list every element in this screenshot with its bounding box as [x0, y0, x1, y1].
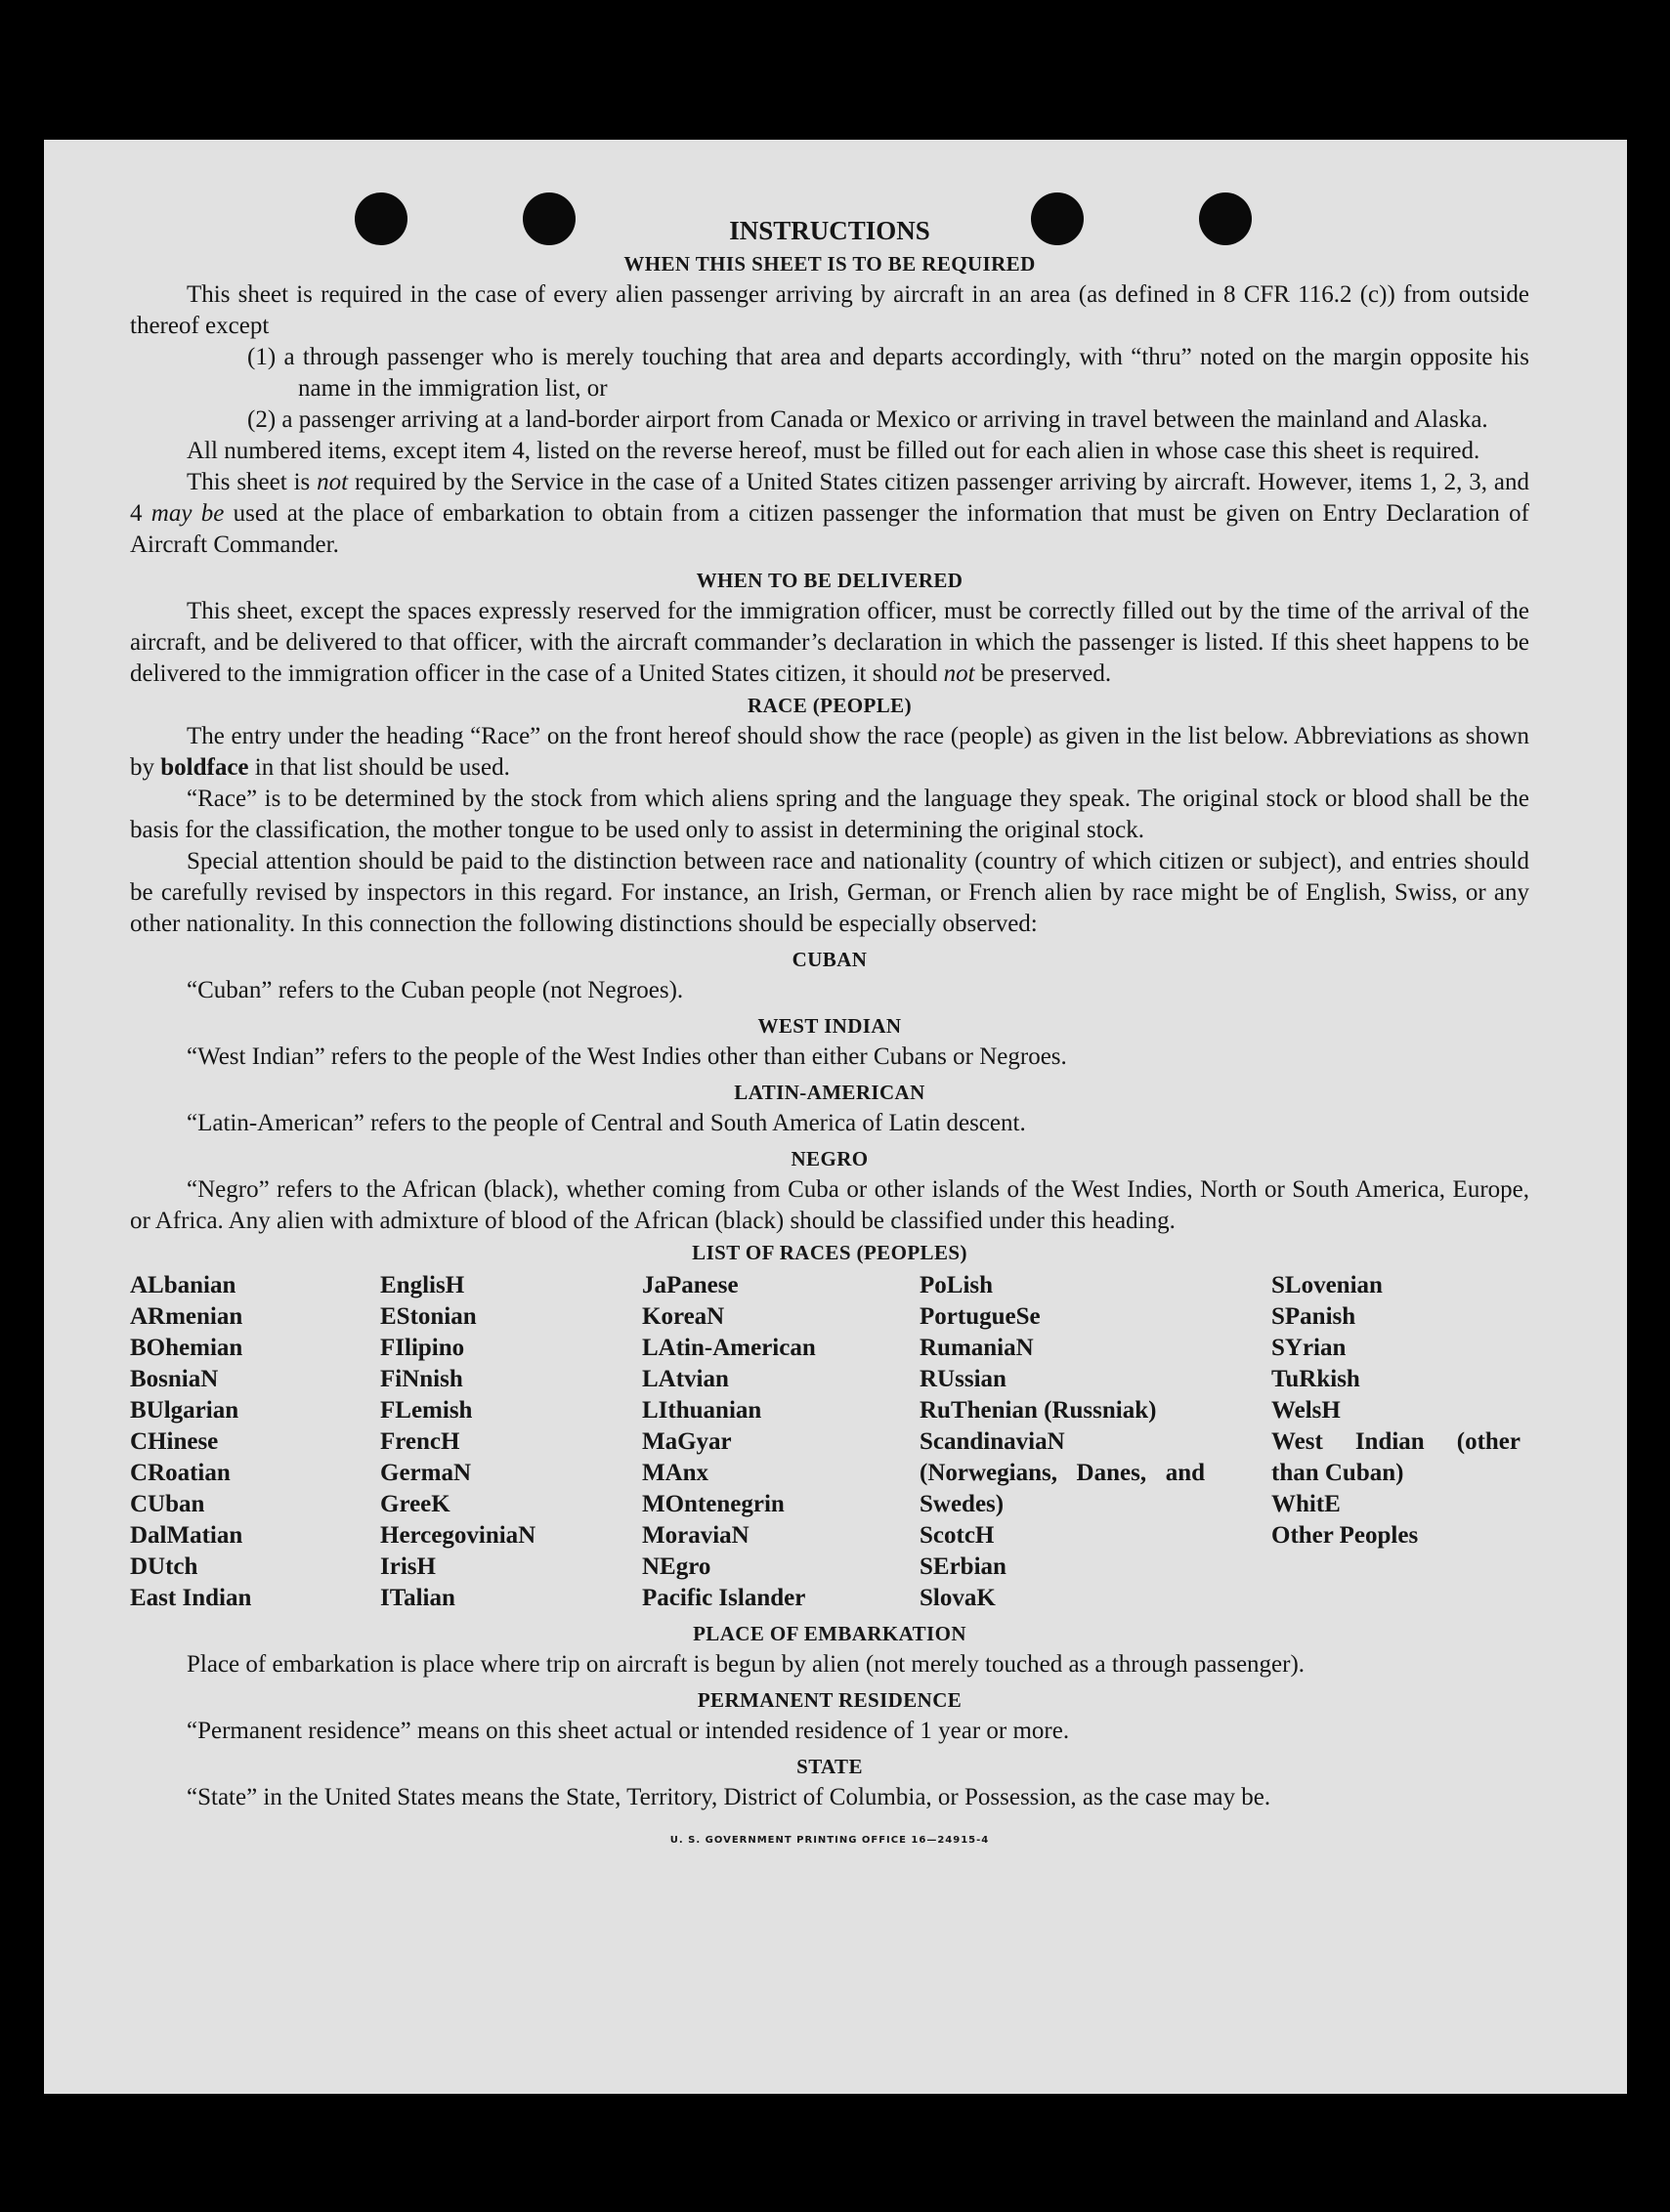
race-entry: FIlipino — [380, 1335, 465, 1361]
race-entry: CHinese — [130, 1428, 219, 1455]
race-entry: GermaN — [380, 1460, 472, 1486]
section-heading: PLACE OF EMBARKATION — [693, 1622, 966, 1645]
paragraph: This sheet, except the spaces expressly reserved for the immigration officer, must be correctly filled out by the time of the arrival of the aircraft, and be delivered to that officer, with the aircraft commander’s declaration in which the passenger is listed. If this sheet happens to be delivered to the immigration officer in the case of a United States citizen, it should not be preserved. — [130, 598, 1529, 687]
paragraph: “Negro” refers to the African (black), whether coming from Cuba or other islands of the West Indies, North or South America, Europe, or Africa. Any alien with admixture of blood of the African (black) should be classified under this heading. — [130, 1176, 1529, 1234]
race-entry: PoLish — [920, 1272, 994, 1298]
section-heading: NEGRO — [791, 1147, 869, 1170]
section-heading: RACE (PEOPLE) — [748, 694, 912, 717]
race-entry: LAtvian — [642, 1366, 729, 1392]
paragraph: Place of embarkation is place where trip on aircraft is begun by alien (not merely touched as a through passenger). — [187, 1651, 1306, 1678]
race-entry: West Indian (other than Cuban) — [1271, 1428, 1520, 1486]
race-entry: Pacific Islander — [642, 1585, 806, 1611]
race-entry: KoreaN — [642, 1303, 725, 1330]
race-entry: LIthuanian — [642, 1397, 762, 1424]
race-entry: WhitE — [1271, 1491, 1341, 1517]
race-entry: SlovaK — [920, 1585, 996, 1611]
race-entry: ScotcH — [920, 1522, 995, 1549]
section-heading: WEST INDIAN — [757, 1014, 902, 1038]
paragraph: “Race” is to be determined by the stock from which aliens spring and the language they speak. The original stock or blood shall be the basis for the classification, the mother tongue to be used only to assist in determining the original stock. — [130, 786, 1529, 843]
race-entry: SErbian — [920, 1553, 1006, 1580]
section-heading: LIST OF RACES (PEOPLES) — [692, 1241, 967, 1264]
section-heading: STATE — [796, 1755, 863, 1778]
race-column — [642, 1270, 920, 1614]
race-entry: Other Peoples — [1271, 1522, 1419, 1549]
paragraph: Special attention should be paid to the distinction between race and nationality (country of which citizen or subject), and entries should be carefully revised by inspectors in this regard. For instance, an Irish, German, or French alien by race might be of English, Swiss, or any other nationality. In this connection the following distinctions should be especially observed: — [130, 848, 1529, 937]
race-entry: SLovenian — [1271, 1272, 1383, 1298]
race-column — [1271, 1270, 1520, 1614]
race-entry: MOntenegrin — [642, 1491, 785, 1517]
race-column — [130, 1270, 380, 1614]
list-item: (1) a through passenger who is merely touching that area and departs accordingly, with “thru” noted on the margin opposite his name in the immigration list, or — [247, 344, 1529, 402]
race-entry: IrisH — [380, 1553, 436, 1580]
race-entry: MAnx — [642, 1460, 709, 1486]
race-entry: MaGyar — [642, 1428, 732, 1455]
paragraph: The entry under the heading “Race” on the front hereof should show the race (people) as given in the list below. Abbreviations as shown by boldface in that list should be used. — [130, 723, 1529, 781]
paragraph: This sheet is not required by the Service in the case of a United States citizen passenger arriving by aircraft. However, items 1, 2, 3, and 4 may be used at the place of embarkation to obtain from a citizen passenger the information that must be given on Entry Declaration of Aircraft Commander. — [130, 469, 1530, 558]
section-heading: LATIN-AMERICAN — [734, 1081, 925, 1104]
race-entry: FrencH — [380, 1428, 460, 1455]
section-heading: CUBAN — [792, 948, 868, 971]
race-entry: ScandinaviaN (Norwegians, Danes, and Swedes) — [920, 1428, 1205, 1517]
paragraph: “Permanent residence” means on this sheet actual or intended residence of 1 year or more. — [187, 1718, 1070, 1744]
section-heading: WHEN TO BE DELIVERED — [696, 569, 963, 592]
race-list — [130, 1270, 1529, 1614]
paragraph: “State” in the United States means the State, Territory, District of Columbia, or Possession, as the case may be. — [187, 1784, 1271, 1810]
race-entry: RUssian — [920, 1366, 1006, 1392]
race-entry: ALbanian — [130, 1272, 236, 1298]
race-entry: ARmenian — [130, 1303, 243, 1330]
race-entry: EnglisH — [380, 1272, 465, 1298]
printer-imprint: U. S. GOVERNMENT PRINTING OFFICE 16—24915-4 — [669, 1835, 990, 1846]
race-entry: HercegoviniaN — [380, 1522, 536, 1549]
race-entry: TuRkish — [1271, 1366, 1360, 1392]
list-item: (2) a passenger arriving at a land-border airport from Canada or Mexico or arriving in travel between the mainland and Alaska. — [247, 406, 1488, 433]
race-column — [380, 1270, 642, 1614]
race-entry: East Indian — [130, 1585, 252, 1611]
document-sheet — [44, 140, 1627, 2094]
race-entry: SYrian — [1271, 1335, 1347, 1361]
race-entry: MoraviaN — [642, 1522, 749, 1549]
race-entry: DalMatian — [130, 1522, 243, 1549]
paragraph: This sheet is required in the case of every alien passenger arriving by aircraft in an area (as defined in 8 CFR 116.2 (c)) from outside thereof except — [130, 281, 1529, 339]
race-entry: FLemish — [380, 1397, 473, 1424]
race-entry: BUlgarian — [130, 1397, 239, 1424]
page-title: INSTRUCTIONS — [729, 216, 930, 245]
paragraph: “Latin-American” refers to the people of Central and South America of Latin descent. — [187, 1110, 1026, 1136]
section-heading: WHEN THIS SHEET IS TO BE REQUIRED — [623, 252, 1036, 276]
paragraph: All numbered items, except item 4, listed on the reverse hereof, must be filled out for each alien in whose case this sheet is required. — [187, 438, 1480, 464]
race-entry: ITalian — [380, 1585, 455, 1611]
race-entry: GreeK — [380, 1491, 450, 1517]
race-entry: BOhemian — [130, 1335, 243, 1361]
race-entry: PortugueSe — [920, 1303, 1041, 1330]
race-entry: WelsH — [1271, 1397, 1341, 1424]
race-entry: BosniaN — [130, 1366, 219, 1392]
race-column — [920, 1270, 1205, 1614]
race-entry: LAtin-American — [642, 1335, 816, 1361]
race-entry: NEgro — [642, 1553, 711, 1580]
race-entry: CUban — [130, 1491, 205, 1517]
race-entry: SPanish — [1271, 1303, 1356, 1330]
race-entry: FiNnish — [380, 1366, 463, 1392]
paragraph: “West Indian” refers to the people of the West Indies other than either Cubans or Negroes. — [187, 1043, 1067, 1070]
section-heading: PERMANENT RESIDENCE — [697, 1688, 963, 1712]
race-entry: EStonian — [380, 1303, 477, 1330]
race-entry: DUtch — [130, 1553, 198, 1580]
race-entry: RuThenian (Russniak) — [920, 1397, 1157, 1424]
race-entry: RumaniaN — [920, 1335, 1034, 1361]
race-entry: CRoatian — [130, 1460, 231, 1486]
race-entry: JaPanese — [642, 1272, 739, 1298]
paragraph: “Cuban” refers to the Cuban people (not Negroes). — [187, 977, 684, 1003]
